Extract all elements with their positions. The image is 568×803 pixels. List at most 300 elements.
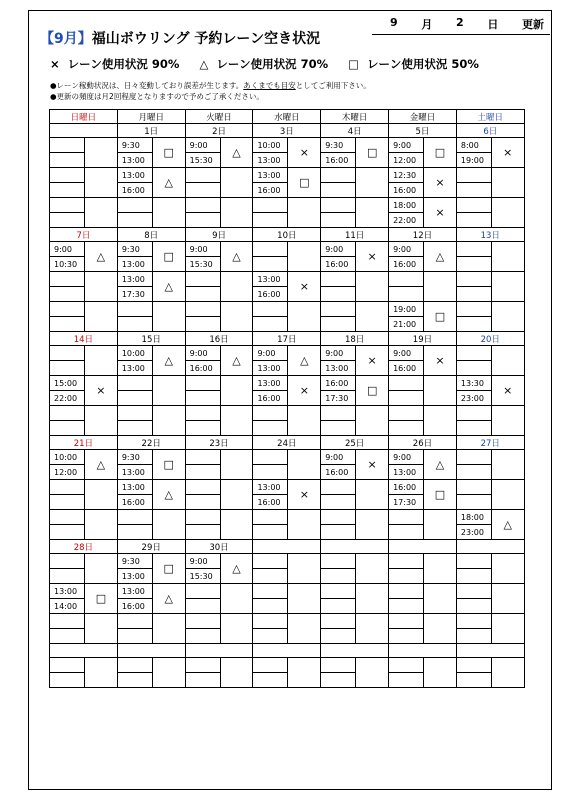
usage-mark: × (356, 346, 389, 376)
usage-mark: □ (85, 584, 118, 614)
date-cell (321, 540, 389, 554)
start-time: 10:00 (253, 138, 288, 153)
availability-calendar (49, 109, 525, 688)
end-time (321, 213, 356, 228)
cross-icon: × (50, 57, 60, 71)
usage-mark: × (424, 168, 457, 198)
start-time (185, 406, 220, 421)
usage-mark (356, 510, 389, 540)
end-time: 12:00 (50, 465, 85, 480)
start-time (50, 614, 85, 629)
date-row (50, 228, 525, 242)
usage-mark (356, 480, 389, 510)
usage-mark: × (288, 480, 321, 510)
start-time (456, 346, 491, 361)
notes (50, 80, 371, 102)
end-time (456, 569, 491, 584)
end-time: 22:00 (50, 391, 85, 406)
time-slot-row (50, 376, 525, 391)
start-time (389, 554, 424, 569)
usage-mark (220, 614, 253, 644)
usage-mark (491, 406, 524, 436)
end-time (456, 465, 491, 480)
start-time (321, 554, 356, 569)
end-time (50, 213, 85, 228)
end-time (321, 569, 356, 584)
usage-mark (220, 510, 253, 540)
date-cell: 22日 (117, 436, 185, 450)
usage-mark: △ (220, 138, 253, 168)
start-time (456, 584, 491, 599)
date-cell: 4日 (321, 124, 389, 138)
usage-mark (288, 614, 321, 644)
end-time: 16:00 (253, 495, 288, 510)
start-time: 9:00 (50, 242, 85, 257)
start-time (50, 480, 85, 495)
end-time: 16:00 (389, 257, 424, 272)
end-time (321, 599, 356, 614)
start-time: 9:00 (253, 346, 288, 361)
date-cell: 14日 (50, 332, 118, 346)
date-row (50, 124, 525, 138)
usage-mark (85, 614, 118, 644)
end-time: 16:00 (185, 361, 220, 376)
start-time (185, 480, 220, 495)
start-time (389, 614, 424, 629)
usage-mark: × (85, 376, 118, 406)
end-time: 16:00 (389, 183, 424, 198)
date-cell (185, 644, 253, 658)
end-time: 13:00 (117, 153, 152, 168)
usage-mark: □ (356, 138, 389, 168)
time-slot-row (50, 242, 525, 257)
date-cell: 30日 (185, 540, 253, 554)
start-time (253, 302, 288, 317)
time-slot-row (50, 302, 525, 317)
note-text: としてご利用下さい。 (295, 81, 371, 90)
usage-mark (288, 406, 321, 436)
date-cell: 29日 (117, 540, 185, 554)
usage-mark: □ (424, 302, 457, 332)
usage-mark (85, 510, 118, 540)
start-time (185, 272, 220, 287)
start-time (185, 302, 220, 317)
usage-mark (288, 658, 321, 688)
end-time (50, 495, 85, 510)
end-time (185, 525, 220, 540)
start-time (185, 376, 220, 391)
end-time: 16:00 (117, 183, 152, 198)
end-time: 13:00 (389, 465, 424, 480)
date-cell: 2日 (185, 124, 253, 138)
usage-mark (85, 198, 118, 228)
end-time (50, 569, 85, 584)
start-time: 9:00 (389, 242, 424, 257)
start-time (389, 510, 424, 525)
start-time (50, 658, 85, 673)
start-time: 12:30 (389, 168, 424, 183)
end-time: 12:00 (389, 153, 424, 168)
date-row (50, 436, 525, 450)
end-time (185, 213, 220, 228)
usage-mark: □ (152, 554, 185, 584)
time-slot-row (50, 138, 525, 153)
end-time (321, 495, 356, 510)
start-time: 13:00 (253, 480, 288, 495)
end-time: 17:30 (389, 495, 424, 510)
usage-mark (85, 272, 118, 302)
date-cell: 21日 (50, 436, 118, 450)
end-time (185, 495, 220, 510)
usage-mark (152, 302, 185, 332)
end-time: 15:30 (185, 257, 220, 272)
end-time (50, 421, 85, 436)
date-cell: 5日 (389, 124, 457, 138)
start-time: 9:00 (389, 138, 424, 153)
usage-mark (356, 168, 389, 198)
usage-mark: □ (152, 242, 185, 272)
end-time (456, 183, 491, 198)
usage-mark: × (288, 376, 321, 406)
usage-mark (288, 584, 321, 614)
start-time: 9:30 (117, 242, 152, 257)
usage-mark (288, 242, 321, 272)
end-time (185, 287, 220, 302)
date-cell: 17日 (253, 332, 321, 346)
weekday-tuesday: 火曜日 (185, 110, 253, 124)
legend-item-70 (199, 56, 328, 72)
usage-mark (491, 584, 524, 614)
end-time (50, 525, 85, 540)
usage-mark: × (288, 272, 321, 302)
start-time: 9:00 (185, 138, 220, 153)
updated-day: 2 (456, 16, 464, 29)
date-cell: 15日 (117, 332, 185, 346)
end-time (321, 183, 356, 198)
start-time (50, 346, 85, 361)
start-time (253, 406, 288, 421)
start-time (389, 406, 424, 421)
start-time (50, 510, 85, 525)
legend-text: レーン使用状況 90% (67, 57, 180, 71)
end-time: 16:00 (117, 599, 152, 614)
usage-mark (356, 554, 389, 584)
start-time (117, 658, 152, 673)
end-time: 16:00 (389, 361, 424, 376)
usage-mark (491, 302, 524, 332)
date-row (50, 332, 525, 346)
date-cell: 26日 (389, 436, 457, 450)
end-time: 17:30 (117, 287, 152, 302)
note-emphasis: あくまでも目安 (243, 81, 296, 90)
usage-mark (356, 272, 389, 302)
start-time (389, 658, 424, 673)
date-cell: 28日 (50, 540, 118, 554)
start-time (50, 302, 85, 317)
usage-mark: △ (491, 510, 524, 540)
usage-mark: △ (85, 450, 118, 480)
end-time (253, 673, 288, 688)
time-slot-row (50, 584, 525, 599)
end-time (185, 599, 220, 614)
usage-mark (85, 346, 118, 376)
start-time (321, 198, 356, 213)
usage-mark (152, 658, 185, 688)
start-time (253, 554, 288, 569)
end-time (253, 599, 288, 614)
date-underline (372, 34, 550, 35)
usage-mark: △ (424, 242, 457, 272)
start-time (456, 168, 491, 183)
start-time: 9:00 (321, 346, 356, 361)
usage-mark (85, 168, 118, 198)
end-time (50, 673, 85, 688)
end-time (117, 629, 152, 644)
usage-mark: △ (152, 480, 185, 510)
date-cell: 7日 (50, 228, 118, 242)
time-slot-row (50, 198, 525, 213)
start-time (185, 168, 220, 183)
date-cell (456, 644, 524, 658)
usage-mark (85, 138, 118, 168)
usage-mark (356, 406, 389, 436)
usage-mark (220, 198, 253, 228)
start-time (185, 510, 220, 525)
usage-mark (491, 272, 524, 302)
usage-mark (491, 554, 524, 584)
usage-mark (491, 658, 524, 688)
title-text: 福山ボウリング 予約レーン空き状況 (91, 31, 321, 47)
usage-mark: □ (152, 138, 185, 168)
usage-mark (220, 272, 253, 302)
start-time (321, 480, 356, 495)
end-time: 21:00 (389, 317, 424, 332)
end-time: 16:00 (117, 495, 152, 510)
start-time (117, 198, 152, 213)
usage-mark: △ (424, 450, 457, 480)
date-row (50, 540, 525, 554)
time-slot-row (50, 168, 525, 183)
usage-mark (220, 406, 253, 436)
date-cell: 10日 (253, 228, 321, 242)
usage-mark (424, 272, 457, 302)
usage-mark (491, 450, 524, 480)
usage-mark: □ (424, 480, 457, 510)
usage-mark (288, 554, 321, 584)
start-time (456, 480, 491, 495)
time-slot-row (50, 614, 525, 629)
start-time: 15:00 (50, 376, 85, 391)
start-time: 8:00 (456, 138, 491, 153)
start-time: 10:00 (50, 450, 85, 465)
start-time: 9:30 (117, 450, 152, 465)
start-time (456, 450, 491, 465)
end-time: 16:00 (253, 391, 288, 406)
usage-mark (424, 614, 457, 644)
start-time (456, 554, 491, 569)
end-time (456, 257, 491, 272)
start-time: 9:30 (321, 138, 356, 153)
date-cell: 12日 (389, 228, 457, 242)
end-time (321, 629, 356, 644)
usage-mark (288, 510, 321, 540)
month-tag: 【9月】 (40, 31, 92, 47)
usage-mark (491, 242, 524, 272)
usage-mark (152, 510, 185, 540)
end-time (185, 465, 220, 480)
usage-mark (491, 614, 524, 644)
weekday-monday: 月曜日 (117, 110, 185, 124)
triangle-icon: △ (199, 57, 209, 71)
end-time: 16:00 (321, 153, 356, 168)
start-time (321, 584, 356, 599)
start-time: 9:00 (185, 242, 220, 257)
start-time: 9:00 (389, 346, 424, 361)
end-time (185, 391, 220, 406)
end-time (185, 629, 220, 644)
start-time: 9:00 (389, 450, 424, 465)
time-slot-row (50, 554, 525, 569)
usage-mark (220, 168, 253, 198)
weekday-wednesday: 水曜日 (253, 110, 321, 124)
end-time (50, 361, 85, 376)
end-time (185, 421, 220, 436)
usage-mark (356, 302, 389, 332)
start-time (456, 614, 491, 629)
end-time (456, 495, 491, 510)
end-time (117, 673, 152, 688)
time-slot-row (50, 480, 525, 495)
end-time (456, 421, 491, 436)
end-time: 19:00 (456, 153, 491, 168)
start-time (456, 406, 491, 421)
usage-mark (356, 584, 389, 614)
usage-mark (424, 658, 457, 688)
end-time: 13:00 (117, 569, 152, 584)
date-row (50, 644, 525, 658)
usage-mark: □ (356, 376, 389, 406)
start-time (321, 658, 356, 673)
date-cell: 16日 (185, 332, 253, 346)
start-time: 13:00 (253, 376, 288, 391)
usage-mark (424, 554, 457, 584)
start-time: 16:00 (389, 480, 424, 495)
end-time (253, 213, 288, 228)
end-time: 13:00 (253, 361, 288, 376)
start-time (185, 614, 220, 629)
updated-day-unit: 日 (487, 18, 499, 31)
start-time (253, 614, 288, 629)
usage-mark: △ (152, 346, 185, 376)
end-time: 13:00 (117, 465, 152, 480)
usage-mark (220, 584, 253, 614)
usage-mark (356, 658, 389, 688)
usage-mark: □ (152, 450, 185, 480)
usage-mark (220, 376, 253, 406)
start-time: 9:30 (117, 554, 152, 569)
end-time (117, 391, 152, 406)
date-cell: 25日 (321, 436, 389, 450)
updated-month-unit: 月 (421, 18, 433, 31)
end-time (456, 673, 491, 688)
start-time (253, 510, 288, 525)
time-slot-row (50, 510, 525, 525)
end-time (50, 183, 85, 198)
usage-mark: △ (152, 584, 185, 614)
end-time: 13:00 (117, 257, 152, 272)
end-time (253, 317, 288, 332)
start-time (185, 450, 220, 465)
usage-mark (152, 614, 185, 644)
end-time (253, 257, 288, 272)
end-time: 15:30 (185, 153, 220, 168)
start-time (117, 376, 152, 391)
date-cell (389, 540, 457, 554)
start-time: 9:00 (321, 242, 356, 257)
start-time: 9:00 (321, 450, 356, 465)
end-time (456, 629, 491, 644)
start-time: 18:00 (389, 198, 424, 213)
start-time: 9:00 (185, 346, 220, 361)
end-time: 23:00 (456, 391, 491, 406)
end-time (456, 213, 491, 228)
start-time (321, 302, 356, 317)
start-time: 9:30 (117, 138, 152, 153)
end-time (117, 213, 152, 228)
end-time (50, 153, 85, 168)
end-time (389, 569, 424, 584)
usage-mark (85, 480, 118, 510)
start-time (117, 406, 152, 421)
square-icon: □ (348, 57, 360, 71)
usage-mark (491, 480, 524, 510)
date-cell (117, 644, 185, 658)
date-cell: 24日 (253, 436, 321, 450)
date-cell (253, 644, 321, 658)
start-time (185, 198, 220, 213)
usage-mark: × (288, 138, 321, 168)
date-cell: 19日 (389, 332, 457, 346)
usage-mark (85, 302, 118, 332)
start-time: 13:30 (456, 376, 491, 391)
start-time (185, 584, 220, 599)
end-time (321, 287, 356, 302)
end-time (389, 525, 424, 540)
end-time: 16:00 (253, 183, 288, 198)
end-time: 15:30 (185, 569, 220, 584)
date-cell: 27日 (456, 436, 524, 450)
usage-mark: × (356, 450, 389, 480)
usage-mark: × (491, 138, 524, 168)
start-time: 18:00 (456, 510, 491, 525)
end-time (253, 465, 288, 480)
end-time (50, 317, 85, 332)
date-cell (253, 540, 321, 554)
date-cell: 13日 (456, 228, 524, 242)
date-cell: 23日 (185, 436, 253, 450)
date-cell: 20日 (456, 332, 524, 346)
usage-mark: △ (152, 272, 185, 302)
end-time (389, 629, 424, 644)
usage-mark: □ (424, 138, 457, 168)
end-time: 17:30 (321, 391, 356, 406)
date-cell: 11日 (321, 228, 389, 242)
end-time (456, 599, 491, 614)
end-time: 13:00 (117, 361, 152, 376)
usage-mark (288, 198, 321, 228)
start-time: 13:00 (117, 480, 152, 495)
usage-mark (424, 510, 457, 540)
